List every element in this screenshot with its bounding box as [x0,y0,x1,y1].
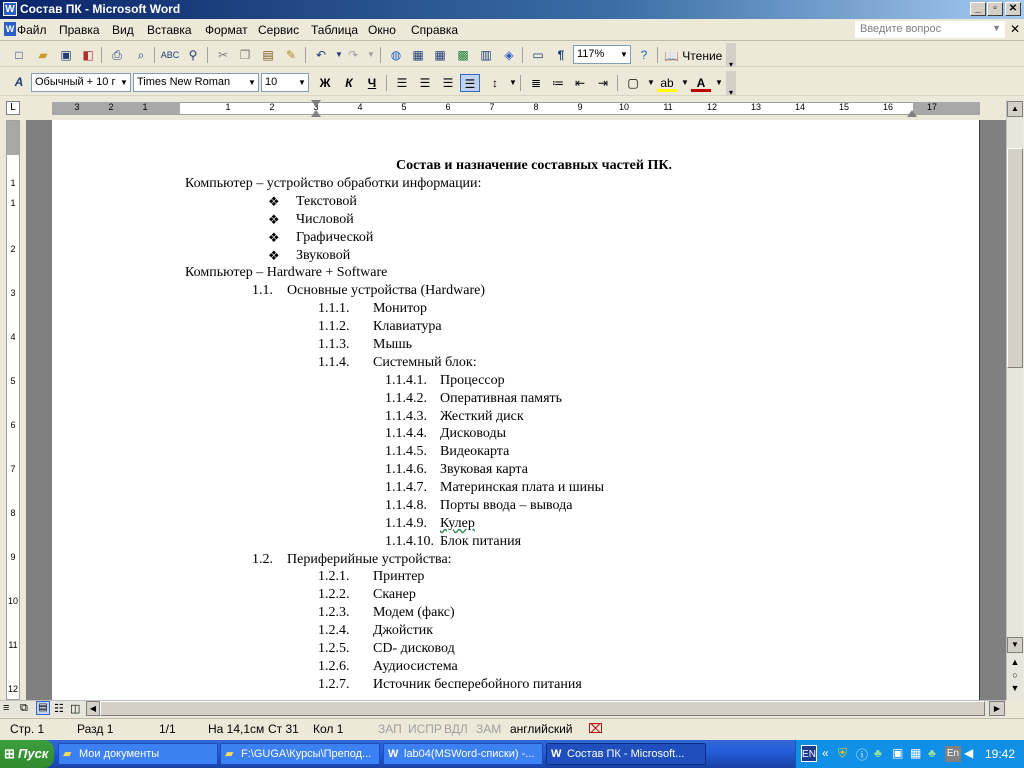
separator [522,47,523,63]
list-number: 1.2.4. [318,623,350,638]
borders-icon[interactable]: ▢ [627,76,639,90]
tray-network-icon[interactable]: ▦ [910,746,922,760]
help-icon[interactable]: ? [640,48,648,62]
separator [657,47,658,63]
vruler-number: 9 [10,552,16,562]
vertical-scroll-thumb[interactable] [1007,148,1023,368]
previous-page-icon[interactable]: ▲ [1010,657,1020,667]
list-item: Материнская плата и шины [440,480,605,495]
vruler-number: 3 [10,288,16,298]
font-size-value: 10 [265,76,278,88]
book-icon: 📖 [664,49,683,63]
status-record[interactable]: ЗАП [378,722,402,736]
bullet-item: Графической [296,230,374,245]
ruler-number: 3 [313,102,319,112]
ruler-number: 14 [794,102,805,112]
new-document-icon[interactable]: □ [15,48,23,62]
chevron-down-icon[interactable]: ▼ [647,78,655,87]
zoom-select[interactable] [573,45,631,64]
list-number: 1.1.1. [318,301,350,316]
line-spacing-icon[interactable]: ↕ [492,76,498,90]
normal-view-icon[interactable]: ≡ [3,702,10,714]
status-section: Разд 1 [77,722,114,736]
bold-button[interactable]: Ж [319,76,331,90]
folder-icon: ▰ [225,748,234,760]
list-item: Видеокарта [440,444,510,459]
style-select[interactable] [31,73,131,92]
list-number: 1.1.4.4. [385,426,427,441]
list-number: 1.2.2. [318,587,350,602]
chevron-down-icon[interactable]: ▼ [681,78,689,87]
list-number: 1.2.1. [318,569,350,584]
hyperlink-icon[interactable]: ◍ [390,48,402,62]
maximize-button[interactable]: ▫ [987,2,1003,16]
save-icon[interactable]: ▣ [60,48,72,62]
vruler-number: 2 [10,244,16,254]
ruler-number: 2 [269,102,275,112]
reading-view-icon[interactable]: ◫ [70,703,81,715]
taskbar-item-lab04[interactable] [383,743,543,765]
zoom-value: 117% [577,48,605,60]
list-number: 1.1.4.8. [385,498,427,513]
chevron-down-icon[interactable]: ▼ [298,78,306,87]
status-position: На 14,1см [208,722,265,736]
ruler-number: 4 [357,102,363,112]
tray-language-bar[interactable]: En [945,746,961,762]
tables-borders-icon[interactable]: ▦ [412,48,424,62]
underline-button[interactable]: Ч [367,76,377,90]
outline-view-icon[interactable]: ☷ [54,703,64,715]
taskbar-item-explorer[interactable] [220,743,380,765]
print-preview-icon[interactable]: ⌕ [137,48,145,62]
vruler-number: 4 [10,332,16,342]
doc-line: Компьютер – устройство обработки информации: [185,176,482,191]
font-select[interactable] [133,73,259,92]
separator [305,47,306,63]
vruler-number: 11 [8,640,18,650]
tray-monitor-icon[interactable]: ▣ [892,746,904,760]
list-number: 1.2.5. [318,641,350,656]
help-question-input[interactable] [855,21,1005,38]
scroll-up-icon[interactable]: ▲ [1007,101,1023,117]
list-item: Кулер [440,516,475,531]
status-line: Ст 31 [268,722,299,736]
bullet-diamond-icon: ❖ [268,194,280,209]
start-label: Пуск [18,746,49,761]
list-number: 1.1.4.2. [385,391,427,406]
word-app-icon[interactable]: W [3,2,17,16]
chevron-down-icon[interactable]: ▼ [367,50,375,59]
language-indicator[interactable]: EN [801,745,817,762]
ruler-right-margin [913,102,980,115]
close-document-icon[interactable]: ✕ [1010,22,1021,36]
justify-icon[interactable]: ☰ [460,74,480,92]
vruler-number: 10 [7,596,18,606]
bullet-item: Звуковой [296,248,351,263]
print-icon[interactable]: ⎙ [112,48,122,62]
list-number: 1.1. [252,283,273,298]
bullet-diamond-icon: ❖ [268,248,280,263]
list-item: Сканер [373,587,416,602]
word-icon: W [388,748,399,760]
list-item: Принтер [373,569,425,584]
print-layout-view-icon[interactable]: ▤ [36,701,50,715]
decrease-indent-icon[interactable]: ⇤ [574,76,586,90]
insert-table-icon[interactable]: ▦ [434,48,446,62]
list-number: 1.2.6. [318,659,350,674]
highlight-icon[interactable]: ab [657,74,677,92]
right-indent-marker[interactable] [907,110,917,117]
undo-icon[interactable]: ↶ [315,48,327,62]
paste-icon[interactable]: ▤ [262,48,274,62]
menu-table[interactable]: Таблица [311,23,359,37]
ruler-number: 11 [663,102,673,112]
list-item: Монитор [373,301,428,316]
list-number: 1.1.4.5. [385,444,427,459]
status-track-changes[interactable]: ИСПР [408,722,442,736]
ruler-number: 1 [225,102,231,112]
taskbar-item-label: Мои документы [79,748,160,760]
menu-help[interactable]: Справка [411,23,459,37]
list-item: Порты ввода – вывода [440,498,573,513]
list-item: Дисководы [440,426,506,441]
list-number: 1.1.2. [318,319,350,334]
vruler-number: 6 [10,420,16,430]
scroll-right-icon[interactable]: ▶ [989,701,1005,716]
minimize-button[interactable]: _ [970,2,986,16]
vruler-number: 7 [10,464,16,474]
menu-tools[interactable]: Сервис [258,23,300,37]
list-number: 1.1.4.6. [385,462,427,477]
list-item: Модем (факс) [373,605,455,620]
taskbar-item-my-documents[interactable] [58,743,218,765]
list-item: Клавиатура [373,319,442,334]
next-page-icon[interactable]: ▼ [1010,683,1020,693]
font-value: Times New Roman [137,76,231,88]
vruler-number: 1 [10,178,16,188]
redo-icon[interactable]: ↷ [347,48,359,62]
horizontal-scroll-thumb[interactable] [100,701,985,716]
vruler-top-margin [7,121,19,155]
numbering-icon[interactable]: ≣ [530,76,542,90]
insert-excel-icon[interactable]: ▩ [457,48,469,62]
menu-insert[interactable]: Вставка [147,23,192,37]
ruler-number: 2 [108,102,114,112]
standard-toolbar [0,43,1024,67]
status-overtype[interactable]: ЗАМ [476,722,502,736]
ruler-number: 6 [445,102,451,112]
align-left-icon[interactable]: ☰ [396,76,408,90]
list-item: Источник бесперебойного питания [373,677,582,692]
style-value: Обычный + 10 г [35,76,116,88]
tray-info-icon[interactable]: ⓘ [856,748,869,762]
ruler-number: 13 [750,102,761,112]
read-mode-label: Чтение [682,49,723,63]
open-folder-icon[interactable]: ▰ [38,48,48,62]
list-item: Периферийные устройства: [287,552,452,567]
vruler-number: 12 [7,684,18,694]
separator [154,47,155,63]
chevron-down-icon[interactable]: ▼ [509,78,517,87]
chevron-down-icon[interactable]: ▼ [715,78,723,87]
web-view-icon[interactable]: ⧉ [20,702,28,714]
tab-selector-icon[interactable]: L [6,101,20,115]
list-number: 1.2.3. [318,605,350,620]
chevron-down-icon[interactable]: ▼ [248,78,256,87]
list-number: 1.1.4.10. [385,534,434,549]
list-item: Джойстик [373,623,433,638]
ruler-number: 5 [401,102,407,112]
toolbar-options-icon[interactable]: ▾ [726,71,736,95]
separator [617,75,618,91]
list-item: Процессор [440,373,505,388]
taskbar-item-label: F:\GUGA\Курсы\Препод... [241,748,372,760]
menu-bar [0,19,1024,41]
bullet-diamond-icon: ❖ [268,230,280,245]
menu-view[interactable]: Вид [112,23,134,37]
vruler-number: 5 [10,376,16,386]
list-item: Жесткий диск [440,409,524,424]
vruler-number: 8 [10,508,16,518]
list-number: 1.1.4. [318,355,350,370]
list-item: CD- дисковод [373,641,455,656]
hanging-indent-marker[interactable] [311,110,321,117]
font-color-icon[interactable]: A [691,74,711,92]
toolbar-options-icon[interactable]: ▾ [726,43,736,67]
spelling-status-icon[interactable]: ⌧ [588,721,603,736]
formatting-toolbar [0,69,1024,96]
status-page: Стр. 1 [10,722,45,736]
list-number: 1.2.7. [318,677,350,692]
start-button[interactable] [0,740,54,768]
tray-expand-icon[interactable]: « [822,746,829,760]
clock: 19:42 [985,747,1016,761]
status-extend[interactable]: ВДЛ [444,722,468,736]
format-painter-icon[interactable]: ✎ [285,48,297,62]
list-item: Мышь [373,337,413,352]
help-placeholder: Введите вопрос [860,23,942,35]
document-map-icon[interactable]: ▭ [532,48,544,62]
security-shield-icon[interactable]: ⛨ [838,746,848,760]
copy-icon[interactable]: ❐ [239,48,251,62]
close-button[interactable]: ✕ [1005,2,1021,16]
bullet-item: Числовой [296,212,354,227]
ruler-number: 8 [533,102,539,112]
tray-app-icon[interactable]: ♣ [874,746,882,760]
ruler-number: 16 [882,102,893,112]
separator [386,75,387,91]
window-title: Состав ПК - Microsoft Word [20,2,181,16]
list-number: 1.1.4.7. [385,480,427,495]
taskbar-item-label: Состав ПК - Microsoft... [567,748,685,760]
ruler-number: 12 [706,102,717,112]
cut-icon[interactable]: ✂ [217,48,229,62]
align-right-icon[interactable]: ☰ [442,76,454,90]
chevron-down-icon[interactable]: ▼ [120,78,128,87]
list-item: Системный блок: [373,355,477,370]
doc-icon[interactable]: W [5,24,15,34]
separator [207,47,208,63]
browse-object-icon[interactable]: ○ [1012,670,1018,680]
bullet-item: Текстовой [296,194,357,209]
volume-icon[interactable]: ◀ [964,746,974,760]
ruler-number: 15 [838,102,849,112]
italic-button[interactable]: К [345,76,353,90]
ruler-number: 1 [142,102,148,112]
ruler-number: 7 [489,102,495,112]
columns-icon[interactable]: ▥ [480,48,492,62]
scroll-down-icon[interactable]: ▼ [1007,637,1023,653]
vruler-number: 1 [10,198,16,208]
status-column: Кол 1 [313,722,344,736]
folder-icon: ▰ [63,748,72,760]
menu-window[interactable]: Окно [368,23,396,37]
list-item: Оперативная память [440,391,563,406]
spelling-icon[interactable]: ABC [160,50,180,60]
list-number: 1.1.4.3. [385,409,427,424]
word-icon: W [551,748,562,760]
list-number: 1.1.4.1. [385,373,427,388]
scroll-left-icon[interactable]: ◀ [86,701,100,716]
first-line-indent-marker[interactable] [311,100,321,107]
chevron-down-icon[interactable]: ▼ [992,23,1001,33]
menu-edit[interactable]: Правка [59,23,100,37]
tray-app-icon[interactable]: ♣ [928,746,936,760]
taskbar-item-sostav-pk[interactable] [546,743,706,765]
list-number: 1.1.4.9. [385,516,427,531]
permission-icon[interactable]: ◧ [82,48,94,62]
menu-file[interactable]: Файл [17,23,47,37]
list-item: Основные устройства (Hardware) [287,283,486,298]
windows-logo-icon: ⊞ [4,746,15,761]
show-formatting-icon[interactable]: ¶ [557,48,565,62]
ruler-number: 17 [926,102,937,112]
separator [101,47,102,63]
increase-indent-icon[interactable]: ⇥ [597,76,609,90]
chevron-down-icon[interactable]: ▼ [620,50,628,59]
taskbar-item-label: lab04(MSWord-списки) -... [404,748,535,760]
bullet-diamond-icon: ❖ [268,212,280,227]
list-item: Звуковая карта [440,462,528,477]
list-number: 1.2. [252,552,273,567]
chevron-down-icon[interactable]: ▼ [335,50,343,59]
align-center-icon[interactable]: ☰ [419,76,431,90]
separator [520,75,521,91]
font-size-select[interactable] [261,73,309,92]
menu-format[interactable]: Формат [205,23,248,37]
styles-pane-icon[interactable]: A [14,75,24,89]
status-language[interactable]: английский [510,722,573,736]
ruler-number: 3 [74,102,80,112]
list-number: 1.1.3. [318,337,350,352]
doc-line: Компьютер – Hardware + Software [185,265,388,280]
ruler-number: 10 [618,102,629,112]
separator [380,47,381,63]
list-item: Аудиосистема [373,659,458,674]
list-item: Блок питания [440,534,522,549]
drawing-icon[interactable]: ◈ [504,48,514,62]
ruler-number: 9 [577,102,583,112]
research-icon[interactable]: ⚲ [188,48,198,62]
status-pages: 1/1 [159,722,176,736]
document-title: Состав и назначение составных частей ПК. [396,158,672,173]
bullets-icon[interactable]: ≔ [552,76,564,90]
read-mode-button[interactable] [664,49,722,63]
